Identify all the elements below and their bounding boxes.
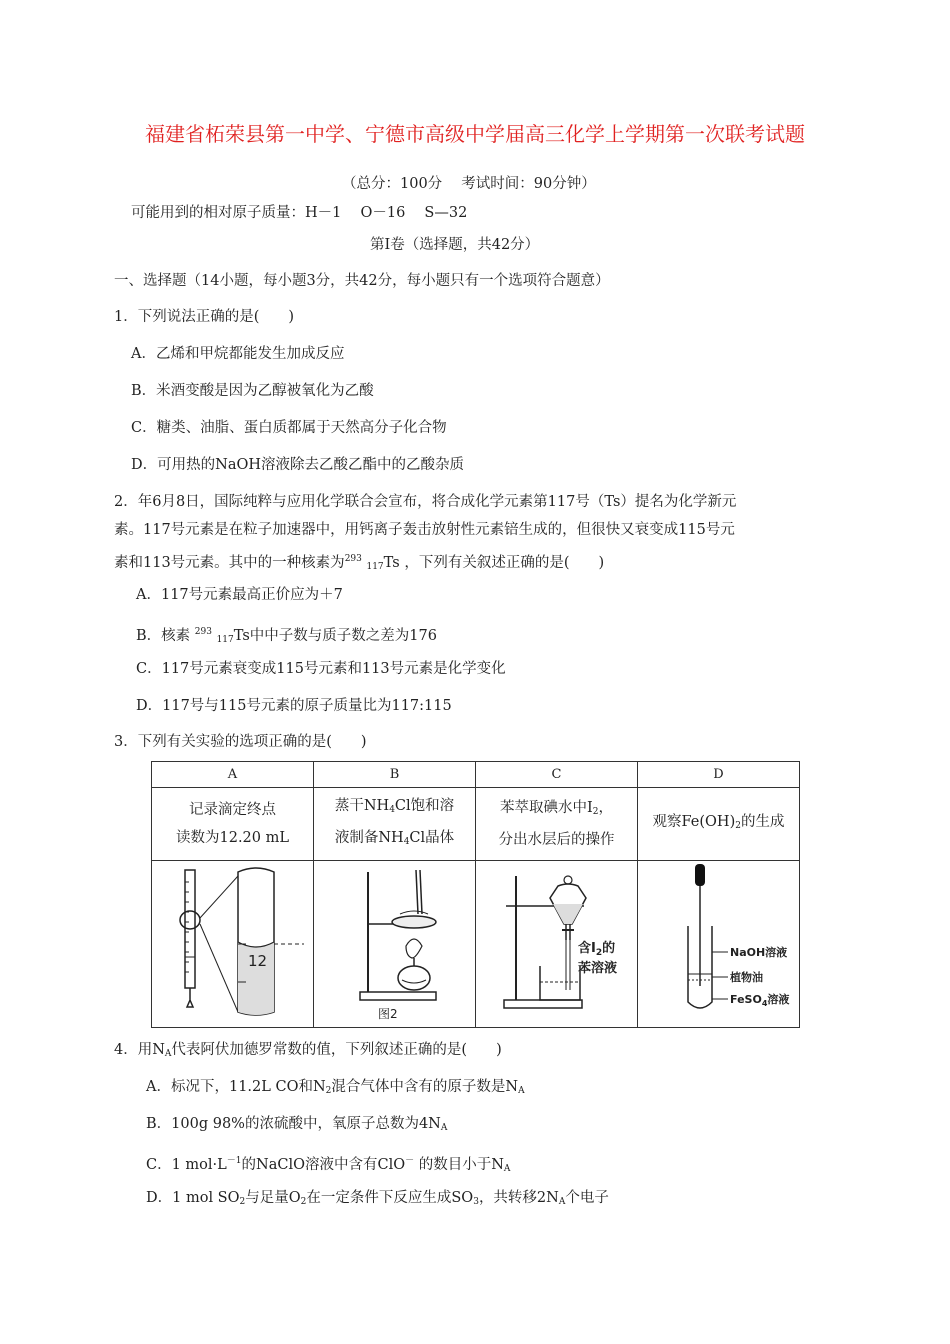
exam-title: 福建省柘荣县第一中学、宁德市高级中学届高三化学上学期第一次联考试题 — [145, 122, 805, 146]
text-fragment: 的生成 — [740, 814, 785, 830]
text-fragment: 溶液 — [766, 993, 789, 1006]
option-a-description — [152, 788, 314, 861]
subscript: 2 — [300, 1197, 307, 1207]
q1-option-c: C．糖类、油脂、蛋白质都属于天然高分子化合物 — [131, 420, 447, 436]
q2-option-b-text: Ts中中子数与质子数之差为176 — [233, 628, 437, 644]
burette-reading-label: 12 — [247, 952, 267, 970]
part-one-heading: 一、选择题（14小题，每小题3分，共42分，每小题只有一个选项符合题意） — [114, 273, 610, 289]
separatory-funnel-figure — [476, 861, 638, 1028]
nuclide-atomic-number: 117 — [366, 562, 384, 572]
q3-options-table — [151, 761, 800, 1028]
funnel-label-2: 苯溶液 — [577, 961, 617, 976]
superscript: －1 — [226, 1156, 242, 1166]
text-fragment: 与足量O — [245, 1190, 301, 1206]
exam-info: （总分：100分 考试时间：90分钟） — [342, 176, 596, 192]
figure-caption: 图2 — [377, 1007, 398, 1021]
nuclide-mass-number: 293 — [344, 554, 362, 564]
text-fragment: B．100g 98%的浓硫酸中，氧原子总数为4N — [146, 1116, 441, 1132]
option-a-line2: 读数为12.20 mL — [176, 830, 289, 846]
text-fragment: ， — [598, 800, 613, 816]
nuclide-symbol: Ts — [383, 555, 400, 571]
subscript: A — [518, 1086, 525, 1096]
option-d-description — [638, 788, 800, 861]
table-header-a: A — [152, 762, 314, 788]
q2-stem-line2: 素。117号元素是在粒子加速器中，用钙离子轰击放射性元素锫生成的，但很快又衰变成115号元 — [114, 522, 735, 538]
q4-stem — [114, 1041, 502, 1063]
text-fragment: 4．用N — [114, 1042, 165, 1058]
oil-label: 植物油 — [729, 971, 763, 984]
subscript: 2 — [595, 948, 602, 958]
q1-option-b: B．米酒变酸是因为乙醇被氧化为乙酸 — [131, 383, 374, 399]
superscript: － — [405, 1156, 415, 1166]
test-tube-figure — [638, 861, 800, 1028]
section-title: 第Ⅰ卷（选择题，共42分） — [370, 237, 540, 253]
subscript: A — [440, 1123, 448, 1133]
burette-diagram — [158, 862, 308, 1022]
q1-option-a: A．乙烯和甲烷都能发生加成反应 — [131, 346, 345, 362]
table-header-b: B — [314, 762, 476, 788]
subscript: 4 — [403, 837, 410, 847]
q2-option-b-label: B．核素 — [136, 628, 191, 644]
q2-stem-text: 素和113号元素。其中的一种核素为 — [114, 555, 345, 571]
q2-option-c: C．117号元素衰变成115号元素和113号元素是化学变化 — [136, 661, 506, 677]
q4-option-a — [146, 1078, 525, 1100]
nuclide-mass-number: 293 — [194, 627, 212, 637]
q1-stem: 1．下列说法正确的是( ) — [114, 309, 295, 325]
feso4-label — [730, 992, 789, 1008]
subscript: 4 — [761, 999, 767, 1008]
evaporation-figure — [314, 861, 476, 1028]
nuclide-atomic-number: 117 — [216, 635, 234, 645]
q4-option-c — [146, 1152, 510, 1178]
text-fragment: 液制备NH — [334, 830, 404, 846]
atomic-mass-note: 可能用到的相对原子质量：H－1 O－16 S—32 — [131, 205, 468, 221]
text-fragment: ，共转移2N — [478, 1190, 559, 1206]
subscript: 2 — [325, 1086, 332, 1096]
option-c-line2: 分出水层后的操作 — [498, 832, 615, 848]
option-d-line1 — [638, 808, 799, 840]
text-fragment: 混合气体中含有的原子数是N — [331, 1079, 519, 1095]
subscript: A — [503, 1164, 511, 1174]
evaporation-diagram — [320, 862, 470, 1022]
subscript: 3 — [473, 1197, 479, 1207]
text-fragment: 观察Fe(OH) — [652, 814, 736, 830]
text-fragment: 在一定条件下反应生成SO — [306, 1190, 474, 1206]
q3-stem: 3．下列有关实验的选项正确的是( ) — [114, 734, 367, 750]
text-fragment: Cl晶体 — [409, 830, 455, 846]
test-tube-diagram — [644, 862, 794, 1022]
text-fragment: 的数目小于N — [418, 1157, 504, 1173]
text-fragment: A．标况下，11.2L CO和N — [146, 1079, 326, 1095]
q2-option-d: D．117号与115号元素的原子质量比为117:115 — [136, 698, 452, 714]
text-fragment: 代表阿伏加德罗常数的值，下列叙述正确的是( ) — [171, 1042, 502, 1058]
option-b-line1 — [314, 792, 475, 824]
table-header-d: D — [638, 762, 800, 788]
text-fragment: D．1 mol SO — [146, 1190, 240, 1206]
q2-option-b — [136, 623, 437, 649]
subscript: 4 — [389, 805, 395, 815]
option-b-description — [314, 788, 476, 861]
subscript: 2 — [592, 807, 599, 817]
text-fragment: 含I — [577, 941, 596, 956]
option-b-line2 — [314, 824, 475, 856]
subscript: A — [164, 1049, 172, 1059]
naoh-label: NaOH溶液 — [729, 946, 787, 959]
text-fragment: 苯萃取碘水中I — [500, 800, 593, 816]
q2-stem-tail: ，下列有关叙述正确的是( ) — [404, 555, 605, 571]
q4-option-b — [146, 1115, 447, 1137]
option-a-line1: 记录滴定终点 — [189, 802, 276, 818]
text-fragment: 个电子 — [565, 1190, 609, 1206]
q1-option-d: D．可用热的NaOH溶液除去乙酸乙酯中的乙酸杂质 — [131, 457, 464, 473]
text-fragment: 的 — [601, 941, 615, 956]
text-fragment: 蒸干NH — [334, 798, 390, 814]
text-fragment: 的NaClO溶液中含有ClO — [241, 1157, 406, 1173]
text-fragment: Cl饱和溶 — [394, 798, 455, 814]
q4-option-d — [146, 1189, 609, 1211]
option-c-line1 — [476, 794, 637, 826]
q2-option-a: A．117号元素最高正价应为＋7 — [136, 587, 343, 603]
separatory-funnel-diagram — [482, 862, 632, 1022]
funnel-label-1 — [578, 940, 615, 958]
option-c-description — [476, 788, 638, 861]
burette-figure — [152, 861, 314, 1028]
text-fragment: FeSO — [729, 993, 762, 1006]
subscript: 2 — [239, 1197, 246, 1207]
subscript: A — [558, 1197, 566, 1207]
text-fragment: C．1 mol·L — [146, 1157, 227, 1173]
subscript: 2 — [735, 821, 741, 831]
q2-stem-line1: 2．年6月8日，国际纯粹与应用化学联合会宣布，将合成化学元素第117号（Ts）提名为化学新元 — [114, 494, 737, 510]
table-header-c: C — [476, 762, 638, 788]
q2-stem-line3 — [114, 550, 604, 576]
